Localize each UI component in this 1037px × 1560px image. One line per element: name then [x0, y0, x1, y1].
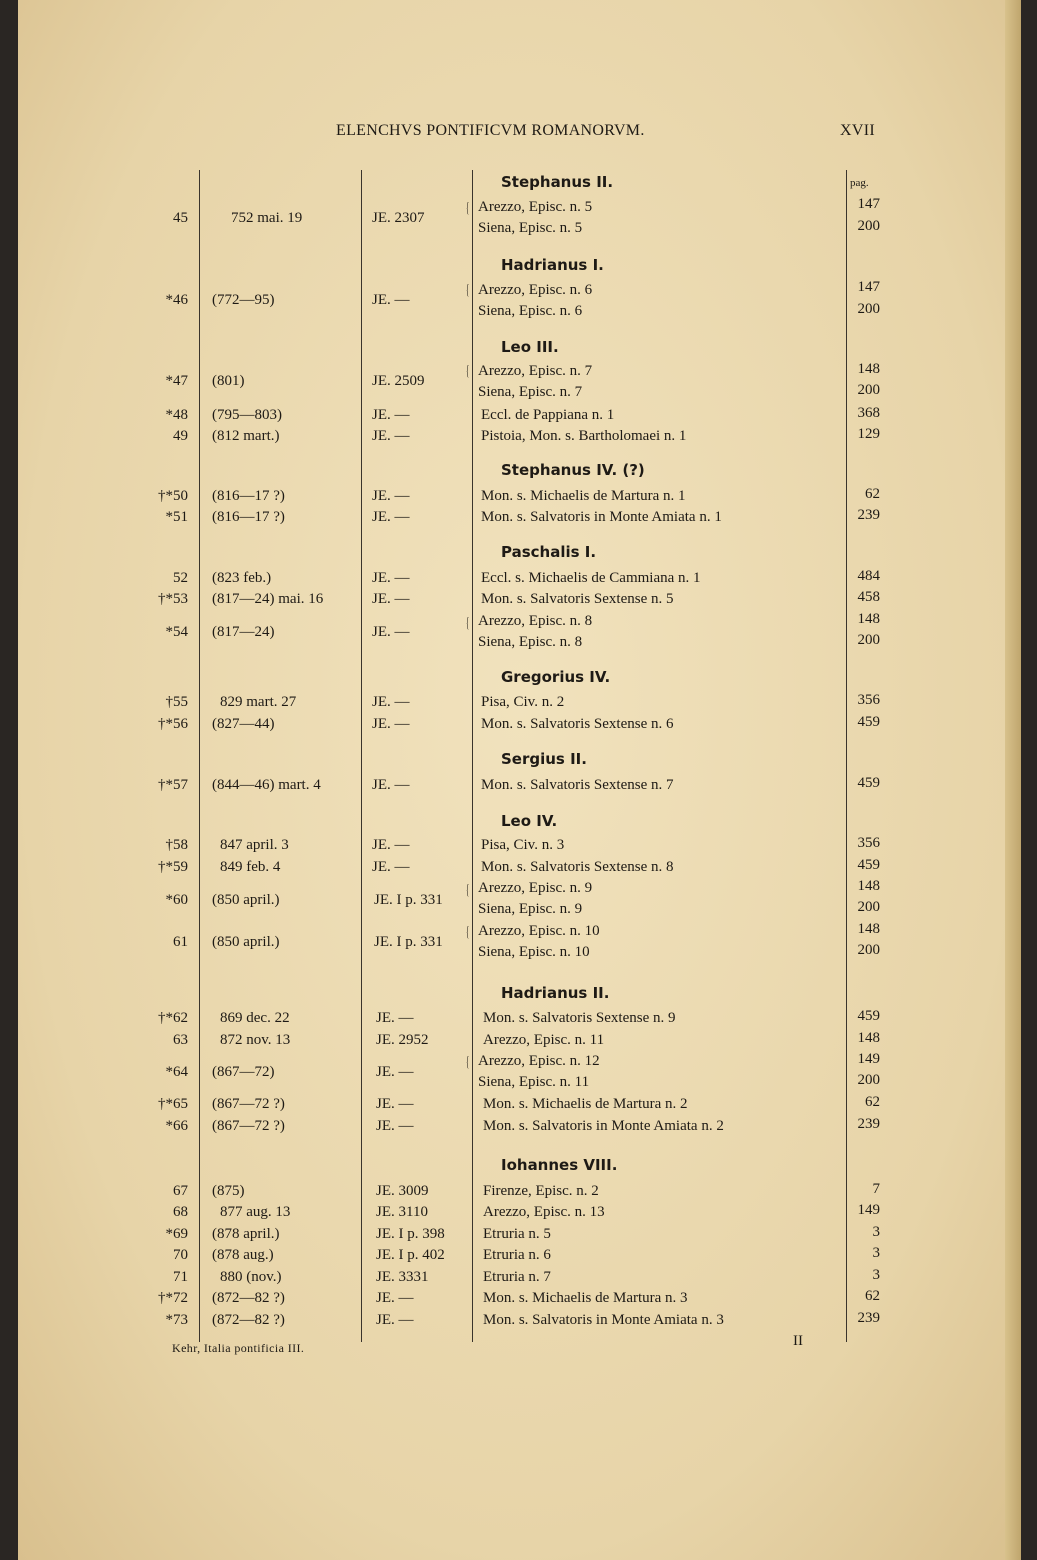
column-rule-1	[199, 170, 200, 1342]
row-date: 877 aug. 13	[220, 1204, 291, 1220]
row-date: (850 april.)	[212, 934, 280, 950]
row-number: †*72	[158, 1290, 188, 1306]
row-date: 829 mart. 27	[220, 694, 297, 710]
row-je: JE. I p. 398	[376, 1226, 445, 1242]
row-date: 880 (nov.)	[220, 1269, 282, 1285]
entry-page: 484	[857, 568, 880, 584]
row-je: JE. —	[376, 1290, 414, 1306]
entry-page: 356	[857, 835, 880, 851]
entry-page: 148	[857, 921, 880, 937]
row-number: †*59	[158, 859, 188, 875]
row-date: (875)	[212, 1183, 245, 1199]
pope-heading: Sergius II.	[501, 750, 587, 768]
entry-page: 147	[857, 196, 880, 212]
entry-page: 356	[857, 692, 880, 708]
entry-text: Siena, Episc. n. 6	[478, 303, 583, 319]
entry-page: 62	[865, 486, 880, 502]
entry-text: Pisa, Civ. n. 2	[481, 694, 565, 710]
entry-text: Arezzo, Episc. n. 13	[483, 1204, 605, 1220]
entry-page: 368	[857, 405, 880, 421]
entry-page: 200	[857, 218, 880, 234]
row-date: (867—72 ?)	[212, 1118, 285, 1134]
row-date: (827—44)	[212, 716, 275, 732]
entry-page: 3	[872, 1267, 880, 1283]
row-number: *51	[165, 509, 188, 525]
running-title: ELENCHVS PONTIFICVM ROMANORVM.	[336, 122, 645, 139]
entry-text: Mon. s. Salvatoris in Monte Amiata n. 3	[483, 1312, 724, 1328]
row-date: (867—72 ?)	[212, 1096, 285, 1112]
row-je: JE. —	[376, 1118, 414, 1134]
entry-page: 200	[857, 1072, 880, 1088]
row-number: *46	[165, 292, 188, 308]
entry-page: 3	[872, 1224, 880, 1240]
pope-heading: Paschalis I.	[501, 543, 597, 561]
row-je: JE. —	[372, 837, 410, 853]
row-date: (823 feb.)	[212, 570, 272, 586]
row-date: 847 april. 3	[220, 837, 289, 853]
entry-text: Siena, Episc. n. 11	[478, 1074, 590, 1090]
entry-text: Arezzo, Episc. n. 8	[478, 613, 593, 629]
row-je: JE. I p. 402	[376, 1247, 445, 1263]
entry-page: 62	[865, 1094, 880, 1110]
row-number: 52	[173, 570, 188, 586]
entry-page: 147	[857, 279, 880, 295]
row-number: 71	[173, 1269, 188, 1285]
entry-text: Arezzo, Episc. n. 11	[483, 1032, 605, 1048]
row-date: (816—17 ?)	[212, 509, 285, 525]
entry-text: Etruria n. 5	[483, 1226, 551, 1242]
row-je: JE. —	[372, 859, 410, 875]
row-date: (872—82 ?)	[212, 1312, 285, 1328]
entry-page: 149	[857, 1202, 880, 1218]
entry-page: 459	[857, 1008, 880, 1024]
row-number: 63	[173, 1032, 188, 1048]
row-je: JE. —	[372, 570, 410, 586]
entry-text: Mon. s. Salvatoris Sextense n. 8	[481, 859, 674, 875]
row-je: JE. —	[372, 716, 410, 732]
row-number: †*53	[158, 591, 188, 607]
pope-heading: Hadrianus I.	[501, 256, 604, 274]
pope-heading: Stephanus II.	[501, 173, 614, 191]
row-je: JE. —	[372, 694, 410, 710]
row-number: 61	[173, 934, 188, 950]
entry-page: 148	[857, 611, 880, 627]
row-date: (878 aug.)	[212, 1247, 274, 1263]
row-date: (817—24) mai. 16	[212, 591, 324, 607]
brace-icon: {	[466, 882, 470, 898]
row-number: 67	[173, 1183, 188, 1199]
entry-page: 148	[857, 361, 880, 377]
row-je: JE. —	[376, 1010, 414, 1026]
entry-page: 459	[857, 775, 880, 791]
row-je: JE. —	[372, 407, 410, 423]
row-number: *69	[165, 1226, 188, 1242]
row-number: *60	[165, 892, 188, 908]
row-number: †*50	[158, 488, 188, 504]
entry-text: Arezzo, Episc. n. 6	[478, 282, 593, 298]
entry-text: Siena, Episc. n. 10	[478, 944, 590, 960]
entry-text: Mon. s. Salvatoris Sextense n. 6	[481, 716, 674, 732]
row-date: 869 dec. 22	[220, 1010, 290, 1026]
brace-icon: {	[466, 363, 470, 379]
entry-page: 459	[857, 857, 880, 873]
row-number: †55	[165, 694, 188, 710]
entry-page: 239	[857, 507, 880, 523]
row-number: †*57	[158, 777, 188, 793]
entry-page: 149	[857, 1051, 880, 1067]
entry-page: 200	[857, 942, 880, 958]
row-number: 68	[173, 1204, 188, 1220]
row-date: (850 april.)	[212, 892, 280, 908]
entry-text: Pisa, Civ. n. 3	[481, 837, 565, 853]
row-number: *54	[165, 624, 188, 640]
pope-heading: Gregorius IV.	[501, 668, 611, 686]
entry-page: 7	[872, 1181, 880, 1197]
row-number: *64	[165, 1064, 188, 1080]
entry-text: Siena, Episc. n. 7	[478, 384, 583, 400]
column-rule-3	[472, 170, 473, 1342]
entry-text: Mon. s. Salvatoris in Monte Amiata n. 2	[483, 1118, 724, 1134]
row-date: 752 mai. 19	[231, 210, 303, 226]
pope-heading: Leo IV.	[501, 812, 558, 830]
entry-page: 239	[857, 1116, 880, 1132]
book-page	[18, 0, 1021, 1560]
row-date: (816—17 ?)	[212, 488, 285, 504]
pope-heading: Stephanus IV. (?)	[501, 461, 645, 479]
row-je: JE. 2307	[372, 210, 425, 226]
entry-page: 239	[857, 1310, 880, 1326]
row-je: JE. —	[376, 1096, 414, 1112]
row-je: JE. 3110	[376, 1204, 428, 1220]
entry-text: Arezzo, Episc. n. 9	[478, 880, 593, 896]
column-rule-4	[846, 170, 847, 1342]
entry-text: Etruria n. 7	[483, 1269, 551, 1285]
entry-page: 459	[857, 714, 880, 730]
row-date: (867—72)	[212, 1064, 275, 1080]
entry-text: Mon. s. Michaelis de Martura n. 1	[481, 488, 686, 504]
row-number: *48	[165, 407, 188, 423]
entry-page: 200	[857, 301, 880, 317]
row-number: *73	[165, 1312, 188, 1328]
row-je: JE. —	[372, 292, 410, 308]
entry-text: Eccl. s. Michaelis de Cammiana n. 1	[481, 570, 701, 586]
row-je: JE. —	[372, 509, 410, 525]
entry-text: Mon. s. Salvatoris Sextense n. 5	[481, 591, 674, 607]
entry-text: Firenze, Episc. n. 2	[483, 1183, 599, 1199]
row-number: *66	[165, 1118, 188, 1134]
pope-heading: Iohannes VIII.	[501, 1156, 618, 1174]
entry-page: 148	[857, 878, 880, 894]
row-number: 49	[173, 428, 188, 444]
entry-text: Mon. s. Salvatoris Sextense n. 9	[483, 1010, 676, 1026]
signature-mark: II	[793, 1333, 803, 1349]
row-je: JE. —	[372, 428, 410, 444]
row-number: †58	[165, 837, 188, 853]
row-je: JE. I p. 331	[374, 934, 443, 950]
brace-icon: {	[466, 200, 470, 216]
row-date: (872—82 ?)	[212, 1290, 285, 1306]
entry-page: 62	[865, 1288, 880, 1304]
entry-page: 3	[872, 1245, 880, 1261]
entry-text: Arezzo, Episc. n. 10	[478, 923, 600, 939]
pag-column-label: pag.	[850, 177, 869, 189]
entry-text: Pistoia, Mon. s. Bartholomaei n. 1	[481, 428, 687, 444]
entry-page: 200	[857, 899, 880, 915]
row-je: JE. 3331	[376, 1269, 429, 1285]
row-je: JE. —	[376, 1064, 414, 1080]
entry-text: Arezzo, Episc. n. 12	[478, 1053, 600, 1069]
entry-page: 458	[857, 589, 880, 605]
pope-heading: Leo III.	[501, 338, 559, 356]
row-je: JE. I p. 331	[374, 892, 443, 908]
entry-page: 129	[857, 426, 880, 442]
row-date: (801)	[212, 373, 245, 389]
footer-citation: Kehr, Italia pontificia III.	[172, 1341, 305, 1355]
entry-text: Arezzo, Episc. n. 7	[478, 363, 593, 379]
entry-text: Siena, Episc. n. 5	[478, 220, 583, 236]
page-number: XVII	[840, 122, 875, 139]
entry-text: Arezzo, Episc. n. 5	[478, 199, 593, 215]
brace-icon: {	[466, 924, 470, 940]
entry-text: Eccl. de Pappiana n. 1	[481, 407, 615, 423]
page-edge	[1005, 0, 1021, 1560]
row-number: †*65	[158, 1096, 188, 1112]
row-je: JE. —	[372, 777, 410, 793]
row-date: 849 feb. 4	[220, 859, 281, 875]
row-number: 70	[173, 1247, 188, 1263]
row-je: JE. —	[372, 624, 410, 640]
row-je: JE. 3009	[376, 1183, 429, 1199]
row-je: JE. —	[372, 591, 410, 607]
row-date: 872 nov. 13	[220, 1032, 291, 1048]
row-je: JE. —	[372, 488, 410, 504]
row-je: JE. —	[376, 1312, 414, 1328]
entry-text: Etruria n. 6	[483, 1247, 551, 1263]
row-number: 45	[173, 210, 188, 226]
pope-heading: Hadrianus II.	[501, 984, 610, 1002]
entry-page: 148	[857, 1030, 880, 1046]
entry-text: Mon. s. Salvatoris Sextense n. 7	[481, 777, 674, 793]
row-date: (878 april.)	[212, 1226, 280, 1242]
entry-text: Mon. s. Michaelis de Martura n. 3	[483, 1290, 688, 1306]
row-date: (844—46) mart. 4	[212, 777, 321, 793]
column-rule-2	[361, 170, 362, 1342]
entry-text: Siena, Episc. n. 9	[478, 901, 583, 917]
row-je: JE. 2509	[372, 373, 425, 389]
row-number: *47	[165, 373, 188, 389]
brace-icon: {	[466, 1054, 470, 1070]
brace-icon: {	[466, 282, 470, 298]
entry-text: Mon. s. Michaelis de Martura n. 2	[483, 1096, 688, 1112]
entry-text: Siena, Episc. n. 8	[478, 634, 583, 650]
row-date: (812 mart.)	[212, 428, 280, 444]
row-date: (772—95)	[212, 292, 275, 308]
entry-page: 200	[857, 632, 880, 648]
entry-page: 200	[857, 382, 880, 398]
brace-icon: {	[466, 615, 470, 631]
entry-text: Mon. s. Salvatoris in Monte Amiata n. 1	[481, 509, 722, 525]
row-date: (795—803)	[212, 407, 282, 423]
row-date: (817—24)	[212, 624, 275, 640]
row-je: JE. 2952	[376, 1032, 429, 1048]
row-number: †*56	[158, 716, 188, 732]
row-number: †*62	[158, 1010, 188, 1026]
